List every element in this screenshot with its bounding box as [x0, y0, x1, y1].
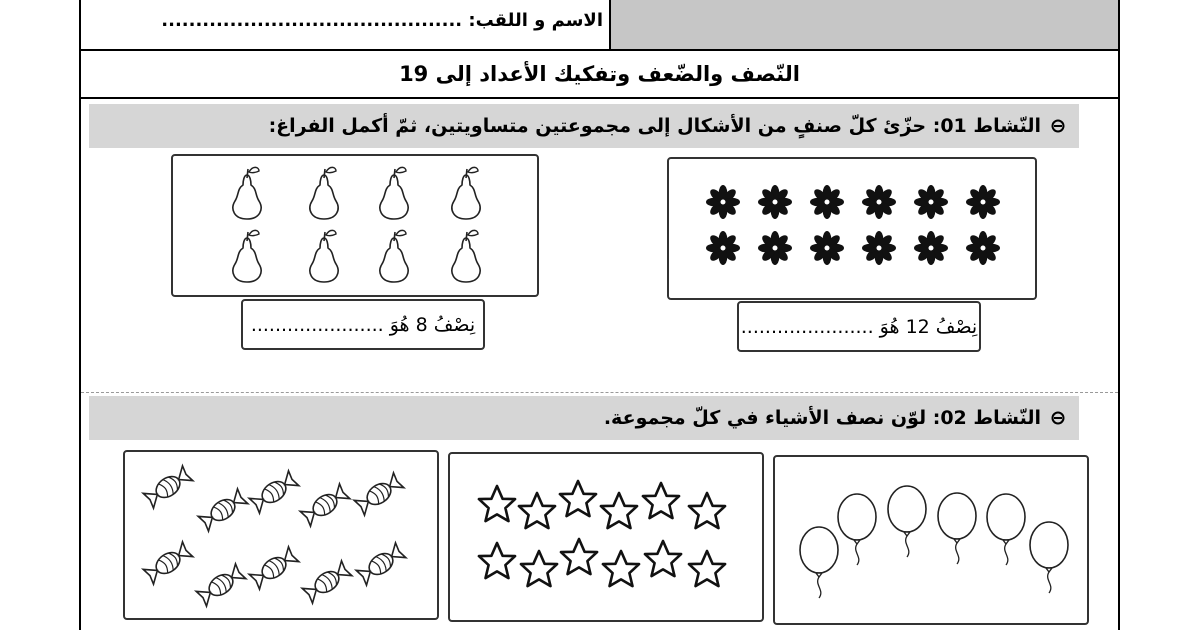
activity-1-label: النّشاط 01: حزّئ كلّ صنفٍ من الأشكال إلى مجموعتين متساويتين، ثمّ أكمل الفراغ: — [268, 115, 1041, 137]
balloon-icon — [938, 493, 976, 564]
activity-2-label: النّشاط 02: لوّن نصف الأشياء في كلّ مجموعة. — [603, 407, 1041, 429]
candy-icon — [302, 561, 352, 603]
star-icon — [521, 551, 557, 586]
balloon-icon — [987, 494, 1025, 565]
star-icon — [689, 493, 725, 528]
figures-layer — [81, 0, 1122, 630]
flower-icon — [758, 231, 792, 265]
flower-icon — [706, 231, 740, 265]
candy-icon — [300, 484, 350, 526]
candy-icon — [356, 543, 406, 585]
star-icon — [479, 543, 515, 578]
candy-icon — [143, 466, 193, 508]
star-icon — [561, 539, 597, 574]
candy-icon — [198, 489, 248, 531]
star-icon — [645, 541, 681, 576]
name-field-label: الاسم و اللقب: ............................................ — [161, 10, 603, 31]
pear-icon — [233, 167, 261, 219]
candy-icon — [249, 547, 299, 589]
flower-icon — [914, 185, 948, 219]
flower-icon — [966, 185, 1000, 219]
star-icon — [560, 481, 596, 516]
pear-icon — [452, 230, 480, 282]
half-of-8-text: نِصْفُ 8 هُوَ ...................... — [250, 313, 476, 336]
pear-icon — [380, 167, 408, 219]
flower-icon — [758, 185, 792, 219]
star-icon — [643, 483, 679, 518]
balloon-icon — [838, 494, 876, 565]
pear-icon — [452, 167, 480, 219]
half-of-12-text: نِصْفُ 12 هُوَ ...................... — [740, 315, 978, 338]
candy-icon — [354, 473, 404, 515]
candy-icon — [196, 564, 246, 606]
balloon-icon — [1030, 522, 1068, 593]
flower-icon — [862, 185, 896, 219]
star-icon — [601, 493, 637, 528]
flower-icon — [810, 231, 844, 265]
balloon-icon — [800, 527, 838, 598]
flower-icon — [810, 185, 844, 219]
star-icon — [479, 486, 515, 521]
flower-icon — [706, 185, 740, 219]
candy-icon — [249, 471, 299, 513]
worksheet — [79, 0, 1120, 630]
balloon-icon — [888, 486, 926, 557]
pear-icon — [310, 167, 338, 219]
flower-icon — [966, 231, 1000, 265]
pear-icon — [310, 230, 338, 282]
candy-icon — [143, 542, 193, 584]
star-icon — [519, 493, 555, 528]
pear-icon — [233, 230, 261, 282]
worksheet-title: النّصف والضّعف وتفكيك الأعداد إلى 19 — [399, 62, 800, 86]
pear-icon — [380, 230, 408, 282]
star-icon — [689, 551, 725, 586]
flower-icon — [914, 231, 948, 265]
flower-icon — [862, 231, 896, 265]
star-icon — [603, 551, 639, 586]
